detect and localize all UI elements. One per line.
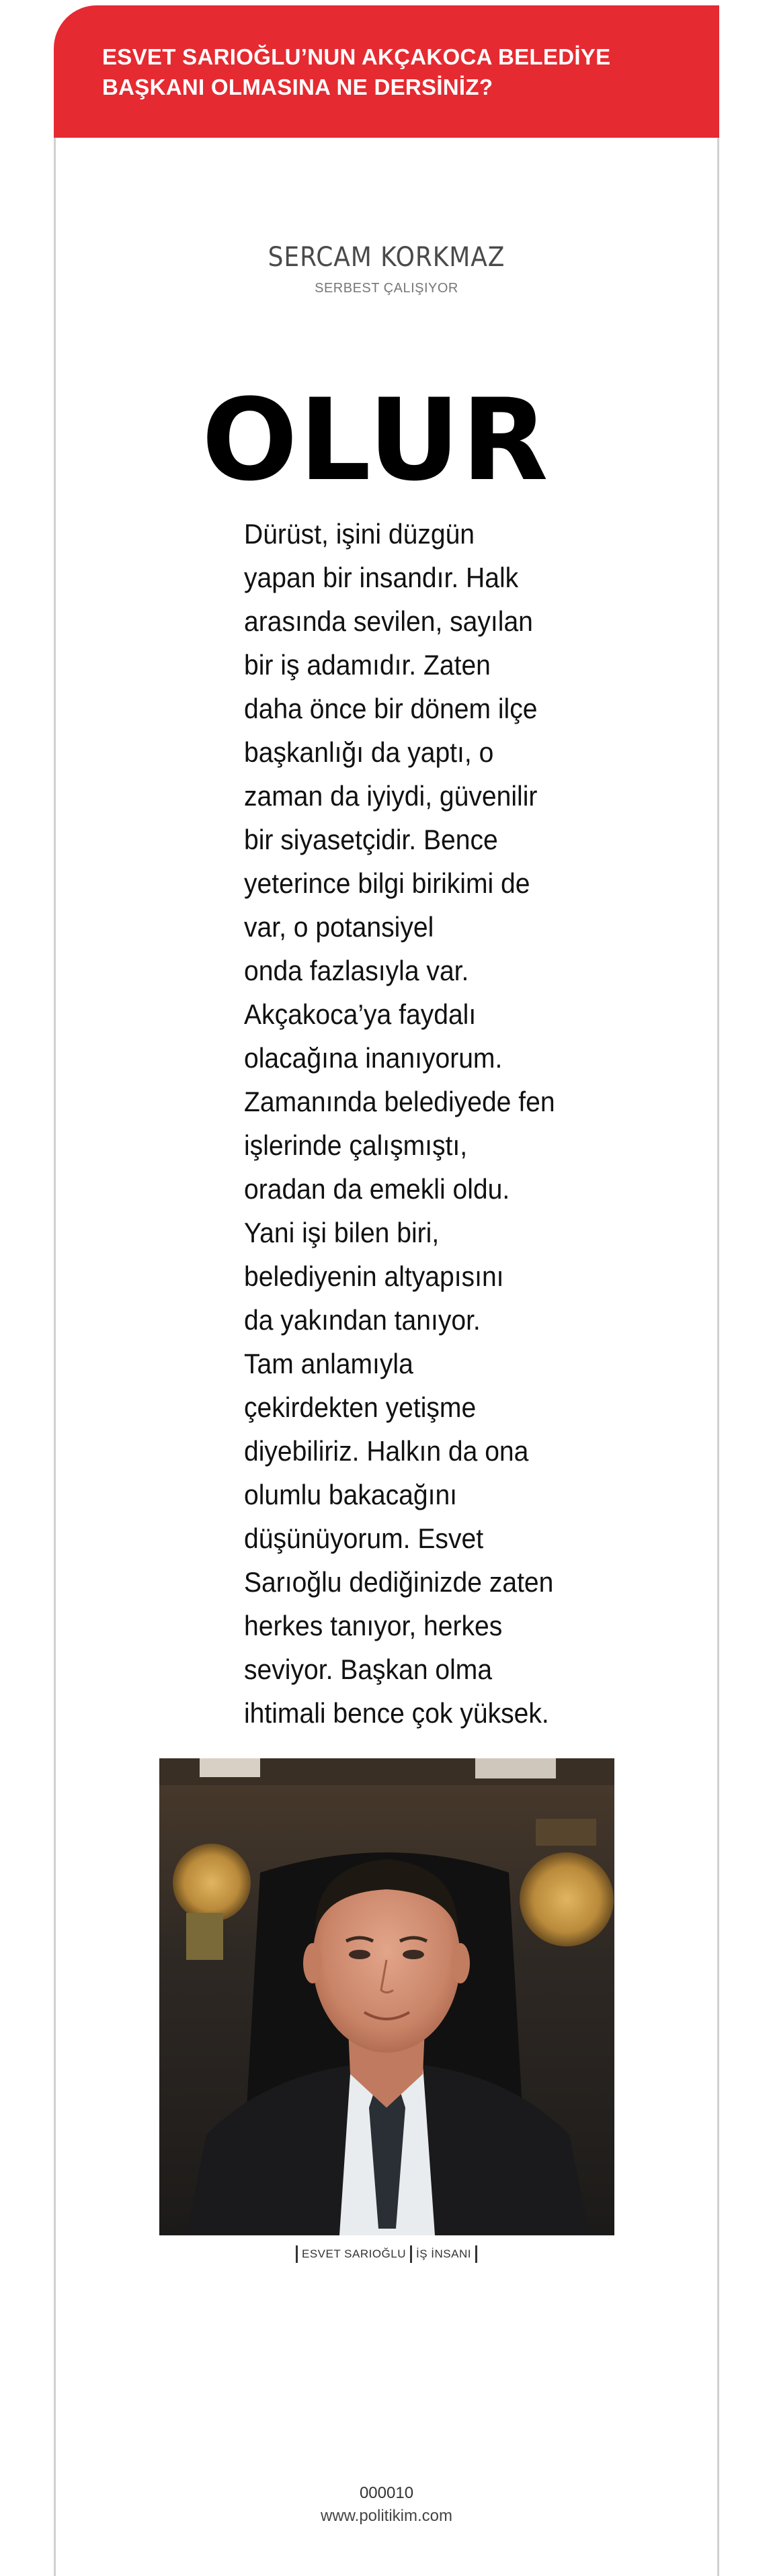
article-line: da yakından tanıyor. bbox=[244, 1304, 481, 1336]
article-line: oradan da emekli oldu. bbox=[244, 1173, 510, 1205]
caption-role: İŞ İNSANI bbox=[416, 2247, 471, 2260]
article-line: işlerinde çalışmıştı, bbox=[244, 1129, 468, 1161]
article-line: başkanlığı da yaptı, o bbox=[244, 736, 494, 768]
author-name: SERCAM KORKMAZ bbox=[268, 242, 505, 273]
website-link[interactable]: www.politikim.com bbox=[320, 2507, 453, 2525]
caption-name: ESVET SARIOĞLU bbox=[302, 2247, 407, 2260]
author-block bbox=[0, 242, 773, 296]
article-line: bir iş adamıdır. Zaten bbox=[244, 649, 491, 681]
article-body bbox=[244, 512, 555, 1735]
question-line-2: BAŞKANI OLMASINA NE DERSİNİZ? bbox=[102, 75, 493, 99]
article-line: bir siyasetçidir. Bence bbox=[244, 824, 498, 855]
page-frame-right bbox=[717, 138, 719, 2576]
article-line: arasında sevilen, sayılan bbox=[244, 605, 533, 637]
page-frame-left bbox=[54, 138, 56, 2576]
article-line: onda fazlasıyla var. bbox=[244, 955, 469, 986]
article-line: Tam anlamıyla bbox=[244, 1348, 413, 1379]
article-line: çekirdekten yetişme bbox=[244, 1391, 477, 1423]
article-line: olacağına inanıyorum. bbox=[244, 1042, 503, 1074]
article-line: yapan bir insandır. Halk bbox=[244, 562, 519, 593]
portrait-photo bbox=[159, 1758, 614, 2235]
article-line: var, o potansiyel bbox=[244, 911, 434, 943]
caption-divider bbox=[410, 2245, 412, 2263]
page-footer bbox=[0, 2484, 773, 2526]
article-line: herkes tanıyor, herkes bbox=[244, 1610, 503, 1641]
caption-divider bbox=[475, 2245, 477, 2263]
photo-caption bbox=[0, 2245, 773, 2263]
article-line: ihtimali bence çok yüksek. bbox=[244, 1697, 549, 1729]
caption-divider bbox=[296, 2245, 298, 2263]
article-line: diyebiliriz. Halkın da ona bbox=[244, 1435, 529, 1467]
article-line: yeterince bilgi birikimi de bbox=[244, 867, 530, 899]
article-line: zaman da iyiydi, güvenilir bbox=[244, 780, 538, 812]
headline: OLUR bbox=[202, 374, 550, 506]
article-line: daha önce bir dönem ilçe bbox=[244, 693, 538, 724]
article-line: Dürüst, işini düzgün bbox=[244, 518, 475, 550]
page-number: 000010 bbox=[359, 2484, 414, 2502]
article-line: olumlu bakacağını bbox=[244, 1479, 458, 1510]
article-line: seviyor. Başkan olma bbox=[244, 1654, 493, 1685]
article-line: Zamanında belediyede fen bbox=[244, 1086, 555, 1117]
article-line: belediyenin altyapısını bbox=[244, 1260, 504, 1292]
question-banner bbox=[54, 5, 719, 138]
author-role: SERBEST ÇALIŞIYOR bbox=[315, 281, 458, 296]
article-line: Akçakoca’ya faydalı bbox=[244, 998, 477, 1030]
question-line-1: ESVET SARIOĞLU’NUN AKÇAKOCA BELEDİYE bbox=[102, 44, 611, 69]
article-line: düşünüyorum. Esvet bbox=[244, 1522, 484, 1554]
article-line: Yani işi bilen biri, bbox=[244, 1217, 440, 1248]
article-line: Sarıoğlu dediğinizde zaten bbox=[244, 1566, 554, 1598]
